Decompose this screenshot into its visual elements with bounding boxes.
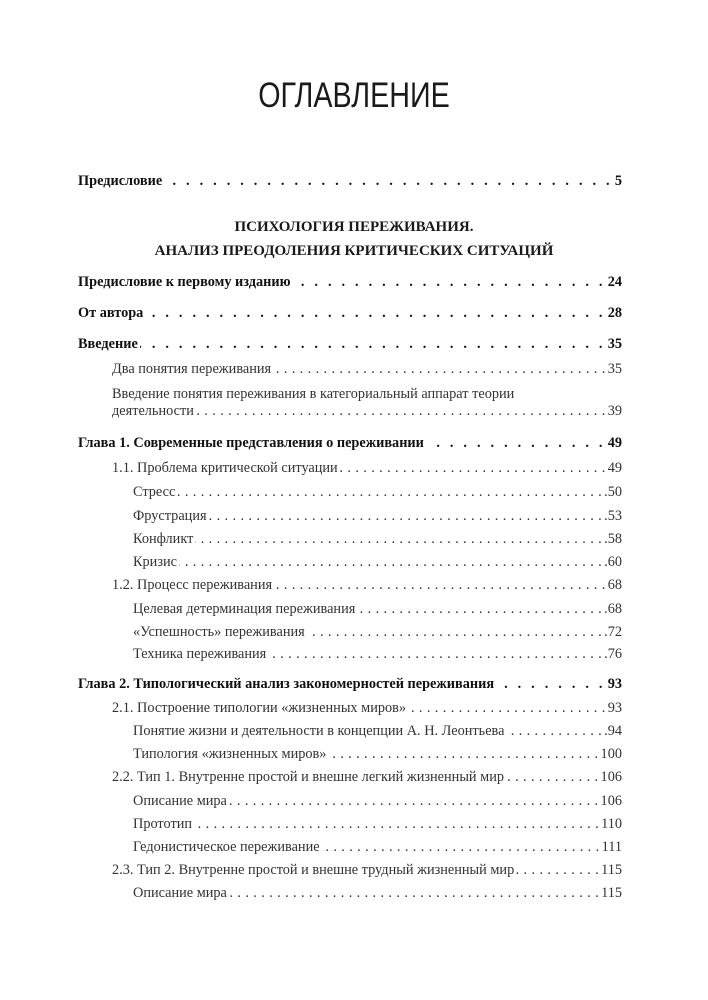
toc-entry[interactable] <box>112 576 622 594</box>
toc-entry-label: Два понятия переживания <box>112 361 272 377</box>
toc-entry-label: Понятие жизни и деятельности в концепции А. Н. Леонтьева <box>133 723 505 739</box>
dot-leader <box>408 699 606 717</box>
toc-entry-page: .68 <box>604 601 622 617</box>
dot-leader <box>328 745 598 763</box>
toc-entry[interactable] <box>133 623 622 641</box>
toc-entry-page: 35 <box>607 336 622 352</box>
toc-entry-label: Предисловие <box>78 173 163 189</box>
dot-leader <box>196 402 606 420</box>
toc-entry-page: 49 <box>607 435 622 451</box>
toc-entry-chapter[interactable] <box>78 675 622 693</box>
toc-entry[interactable] <box>112 360 622 378</box>
dot-leader <box>273 360 606 378</box>
toc-entry-page: 49 <box>607 460 622 476</box>
toc-entry-chapter[interactable] <box>78 434 622 452</box>
dot-leader <box>307 623 602 641</box>
toc-entry-label: 2.2. Тип 1. Внутренне простой и внешне легкий жизненный мир <box>112 769 504 785</box>
toc-entry-page: .72 <box>604 624 622 640</box>
dot-leader <box>274 576 606 594</box>
dot-leader <box>496 675 606 693</box>
dot-leader <box>177 483 602 501</box>
dot-leader <box>229 792 599 810</box>
toc-entry[interactable] <box>133 530 622 548</box>
dot-leader <box>268 645 602 663</box>
toc-entry-preface[interactable] <box>78 172 622 190</box>
dot-leader <box>293 273 606 291</box>
toc-entry[interactable] <box>133 884 622 902</box>
toc-entry[interactable] <box>112 861 622 879</box>
toc-entry-page: .58 <box>604 531 622 547</box>
dot-leader <box>322 838 600 856</box>
dot-leader <box>194 815 599 833</box>
toc-entry-label: 2.1. Построение типологии «жизненных миров» <box>112 700 407 716</box>
toc-entry-label: 1.2. Процесс переживания <box>112 577 273 593</box>
toc-entry-label: Описание мира <box>133 885 227 901</box>
toc-entry[interactable] <box>133 645 622 663</box>
dot-leader <box>357 600 602 618</box>
toc-entry-label: Глава 1. Современные представления о переживании <box>78 435 424 451</box>
toc-entry-label: Кризис <box>133 554 177 570</box>
toc-entry[interactable] <box>133 483 622 501</box>
dot-leader <box>145 304 605 322</box>
toc-entry-label: От автора <box>78 305 144 321</box>
dot-leader <box>209 507 603 525</box>
toc-entry-label: Фрустрация <box>133 508 207 524</box>
toc-entry-page: 115 <box>601 862 622 878</box>
toc-entry[interactable] <box>133 600 622 618</box>
toc-entry-label: Конфликт <box>133 531 194 547</box>
dot-leader <box>340 459 606 477</box>
dot-leader <box>506 722 602 740</box>
toc-entry-label: 1.1. Проблема критической ситуации <box>112 460 338 476</box>
table-of-contents <box>78 0 622 1000</box>
toc-entry[interactable] <box>133 745 622 763</box>
toc-entry-label: Техника переживания <box>133 646 267 662</box>
toc-entry-page: 39 <box>607 403 622 419</box>
toc-entry-first-line[interactable]: Введение понятия переживания в категориальный аппарат теории <box>112 386 515 402</box>
dot-leader <box>229 884 599 902</box>
dot-leader <box>164 172 613 190</box>
toc-entry[interactable] <box>112 402 622 420</box>
toc-entry-page: 35 <box>607 361 622 377</box>
dot-leader <box>140 335 606 353</box>
toc-entry[interactable] <box>133 838 622 856</box>
toc-entry-page: 106 <box>600 769 622 785</box>
toc-entry-page: .60 <box>604 554 622 570</box>
toc-entry-page: 93 <box>607 700 622 716</box>
toc-entry[interactable] <box>133 722 622 740</box>
toc-entry-page: 106 <box>600 793 622 809</box>
dot-leader <box>516 861 599 879</box>
toc-entry[interactable] <box>133 815 622 833</box>
toc-entry-page: 5 <box>614 173 622 189</box>
toc-entry-label: Предисловие к первому изданию <box>78 274 291 290</box>
toc-entry-label: Глава 2. Типологический анализ закономерностей переживания <box>78 676 495 692</box>
page-title: ОГЛАВЛЕНИЕ <box>258 76 450 115</box>
toc-entry-page: 93 <box>607 676 622 692</box>
section-heading-line-2: АНАЛИЗ ПРЕОДОЛЕНИЯ КРИТИЧЕСКИХ СИТУАЦИЙ <box>154 243 554 259</box>
toc-entry-page: 24 <box>607 274 622 290</box>
toc-entry-page: 111 <box>601 839 622 855</box>
toc-entry[interactable] <box>112 699 622 717</box>
toc-entry-label: деятельности <box>112 403 194 419</box>
toc-entry-label: 2.3. Тип 2. Внутренне простой и внешне трудный жизненный мир <box>112 862 515 878</box>
toc-entry[interactable] <box>78 304 622 322</box>
toc-entry-page: 100 <box>600 746 622 762</box>
toc-entry-page: .76 <box>604 646 622 662</box>
dot-leader <box>426 434 606 452</box>
toc-entry-page: 110 <box>601 816 622 832</box>
toc-entry[interactable] <box>133 792 622 810</box>
toc-entry[interactable] <box>133 553 622 571</box>
toc-entry-page: 68 <box>607 577 622 593</box>
toc-entry-label: Целевая детерминация переживания <box>133 601 356 617</box>
toc-entry[interactable] <box>78 273 622 291</box>
dot-leader <box>195 530 602 548</box>
dot-leader <box>506 768 599 786</box>
toc-entry-label: Типология «жизненных миров» <box>133 746 327 762</box>
toc-entry-label: Стресс <box>133 484 176 500</box>
dot-leader <box>179 553 602 571</box>
toc-entry-label: Введение <box>78 336 138 352</box>
toc-entry-page: .50 <box>604 484 622 500</box>
toc-entry-page: 28 <box>607 305 622 321</box>
toc-entry-page: .94 <box>604 723 622 739</box>
toc-entry-page: 115 <box>601 885 622 901</box>
toc-entry-label: «Успешность» переживания <box>133 624 305 640</box>
toc-entry-page: .53 <box>604 508 622 524</box>
toc-entry-label: Прототип <box>133 816 193 832</box>
toc-entry[interactable] <box>133 507 622 525</box>
toc-entry[interactable] <box>112 768 622 786</box>
toc-entry[interactable] <box>112 459 622 477</box>
toc-entry-label: Гедонистическое переживание <box>133 839 320 855</box>
toc-entry[interactable] <box>78 335 622 353</box>
toc-entry-label: Описание мира <box>133 793 227 809</box>
section-heading-line-1: ПСИХОЛОГИЯ ПЕРЕЖИВАНИЯ. <box>234 219 474 235</box>
